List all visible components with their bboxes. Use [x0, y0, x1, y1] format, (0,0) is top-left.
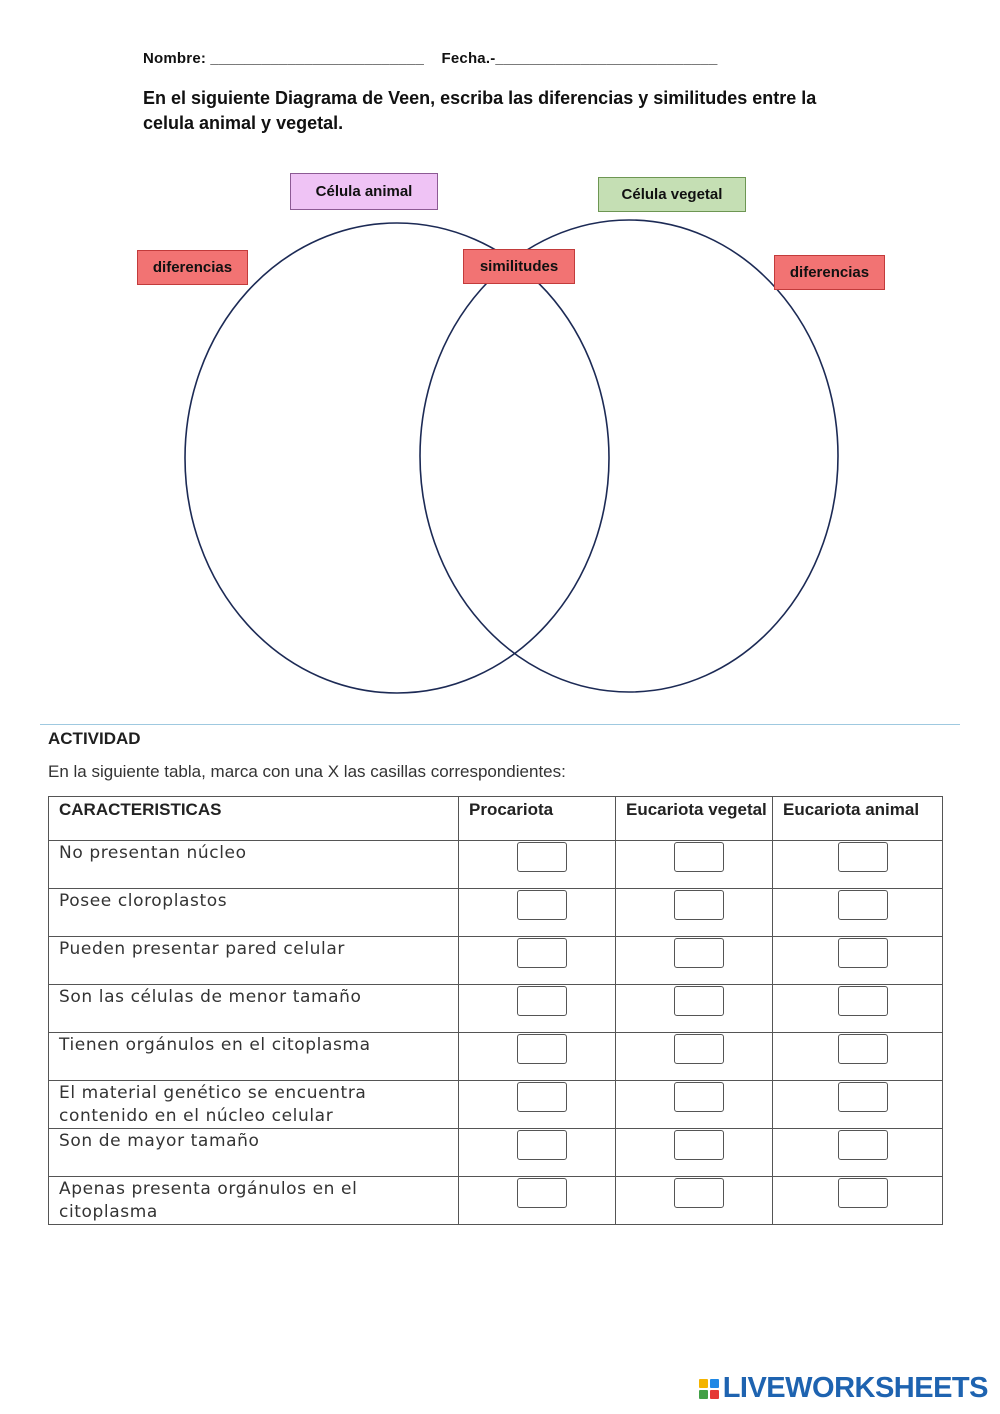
answer-box-procariota[interactable] [517, 1082, 567, 1112]
answer-cell-eucariota-vegetal [616, 1033, 773, 1081]
table-row [49, 1177, 943, 1225]
answer-box-eucariota-animal[interactable] [838, 890, 888, 920]
answer-box-eucariota-vegetal[interactable] [674, 986, 724, 1016]
table-row [49, 1129, 943, 1177]
logo-square [710, 1379, 719, 1388]
answer-box-eucariota-animal[interactable] [838, 1130, 888, 1160]
characteristic-cell: El material genético se encuentra contenido en el núcleo celular [49, 1081, 459, 1129]
answer-cell-eucariota-vegetal [616, 1081, 773, 1129]
table-row [49, 841, 943, 889]
answer-cell-eucariota-vegetal [616, 889, 773, 937]
answer-box-procariota[interactable] [517, 986, 567, 1016]
answer-cell-eucariota-vegetal [616, 841, 773, 889]
answer-cell-eucariota-vegetal [616, 985, 773, 1033]
name-label: Nombre: _________________________ [143, 50, 424, 67]
col-header-eucariota-vegetal: Eucariota vegetal [616, 797, 773, 841]
label-celula-vegetal: Célula vegetal [598, 177, 746, 212]
answer-box-procariota[interactable] [517, 1034, 567, 1064]
venn-circle-vegetal [420, 220, 838, 692]
label-celula-animal: Célula animal [290, 173, 438, 210]
answer-cell-eucariota-vegetal [616, 937, 773, 985]
answer-cell-eucariota-animal [773, 937, 943, 985]
table-header-row [49, 797, 943, 841]
answer-box-eucariota-animal[interactable] [838, 1082, 888, 1112]
col-header-caracteristicas: CARACTERISTICAS [49, 797, 459, 841]
answer-cell-eucariota-animal [773, 841, 943, 889]
answer-cell-procariota [459, 1081, 616, 1129]
characteristic-cell: Posee cloroplastos [49, 889, 459, 937]
characteristics-table [48, 796, 943, 1225]
answer-box-eucariota-vegetal[interactable] [674, 1178, 724, 1208]
answer-box-eucariota-vegetal[interactable] [674, 1082, 724, 1112]
liveworksheets-logo [699, 1372, 988, 1405]
answer-cell-eucariota-animal [773, 1177, 943, 1225]
answer-cell-procariota [459, 1129, 616, 1177]
logo-square [710, 1390, 719, 1399]
answer-box-procariota[interactable] [517, 938, 567, 968]
answer-box-eucariota-animal[interactable] [838, 842, 888, 872]
activity-title: ACTIVIDAD [48, 729, 141, 748]
characteristic-cell: Apenas presenta orgánulos en el citoplasma [49, 1177, 459, 1225]
characteristic-cell: Tienen orgánulos en el citoplasma [49, 1033, 459, 1081]
answer-box-eucariota-vegetal[interactable] [674, 938, 724, 968]
activity-instruction: En la siguiente tabla, marca con una X las casillas correspondientes: [48, 762, 566, 781]
answer-box-eucariota-vegetal[interactable] [674, 1034, 724, 1064]
answer-cell-eucariota-animal [773, 1081, 943, 1129]
answer-box-procariota[interactable] [517, 1178, 567, 1208]
label-diferencias-right: diferencias [774, 255, 885, 290]
logo-icon [699, 1379, 719, 1399]
characteristic-cell: Pueden presentar pared celular [49, 937, 459, 985]
section-divider [40, 724, 960, 725]
answer-cell-procariota [459, 1033, 616, 1081]
characteristic-cell: No presentan núcleo [49, 841, 459, 889]
answer-box-eucariota-animal[interactable] [838, 986, 888, 1016]
table-row [49, 1081, 943, 1129]
answer-box-eucariota-vegetal[interactable] [674, 1130, 724, 1160]
col-header-procariota: Procariota [459, 797, 616, 841]
answer-box-procariota[interactable] [517, 890, 567, 920]
answer-cell-procariota [459, 889, 616, 937]
answer-cell-eucariota-animal [773, 1129, 943, 1177]
answer-box-eucariota-animal[interactable] [838, 1178, 888, 1208]
answer-cell-procariota [459, 841, 616, 889]
answer-cell-eucariota-vegetal [616, 1129, 773, 1177]
logo-square [699, 1379, 708, 1388]
label-similitudes: similitudes [463, 249, 575, 284]
answer-box-procariota[interactable] [517, 842, 567, 872]
venn-instructions: En el siguiente Diagrama de Veen, escriba las diferencias y similitudes entre la celula animal y vegetal. [143, 88, 817, 133]
table-row [49, 937, 943, 985]
col-header-eucariota-animal: Eucariota animal [773, 797, 943, 841]
answer-box-eucariota-vegetal[interactable] [674, 890, 724, 920]
characteristic-cell: Son las células de menor tamaño [49, 985, 459, 1033]
answer-cell-eucariota-animal [773, 985, 943, 1033]
venn-circle-animal [185, 223, 609, 693]
answer-cell-eucariota-vegetal [616, 1177, 773, 1225]
answer-cell-eucariota-animal [773, 1033, 943, 1081]
answer-cell-procariota [459, 1177, 616, 1225]
logo-square [699, 1390, 708, 1399]
characteristic-cell: Son de mayor tamaño [49, 1129, 459, 1177]
logo-text: LIVEWORKSHEETS [722, 1372, 988, 1404]
table-row [49, 1033, 943, 1081]
table-row [49, 889, 943, 937]
answer-box-procariota[interactable] [517, 1130, 567, 1160]
answer-cell-procariota [459, 937, 616, 985]
date-label: Fecha.-__________________________ [441, 50, 718, 67]
label-diferencias-left: diferencias [137, 250, 248, 285]
table-row [49, 985, 943, 1033]
answer-cell-eucariota-animal [773, 889, 943, 937]
answer-box-eucariota-animal[interactable] [838, 938, 888, 968]
answer-box-eucariota-vegetal[interactable] [674, 842, 724, 872]
answer-box-eucariota-animal[interactable] [838, 1034, 888, 1064]
answer-cell-procariota [459, 985, 616, 1033]
